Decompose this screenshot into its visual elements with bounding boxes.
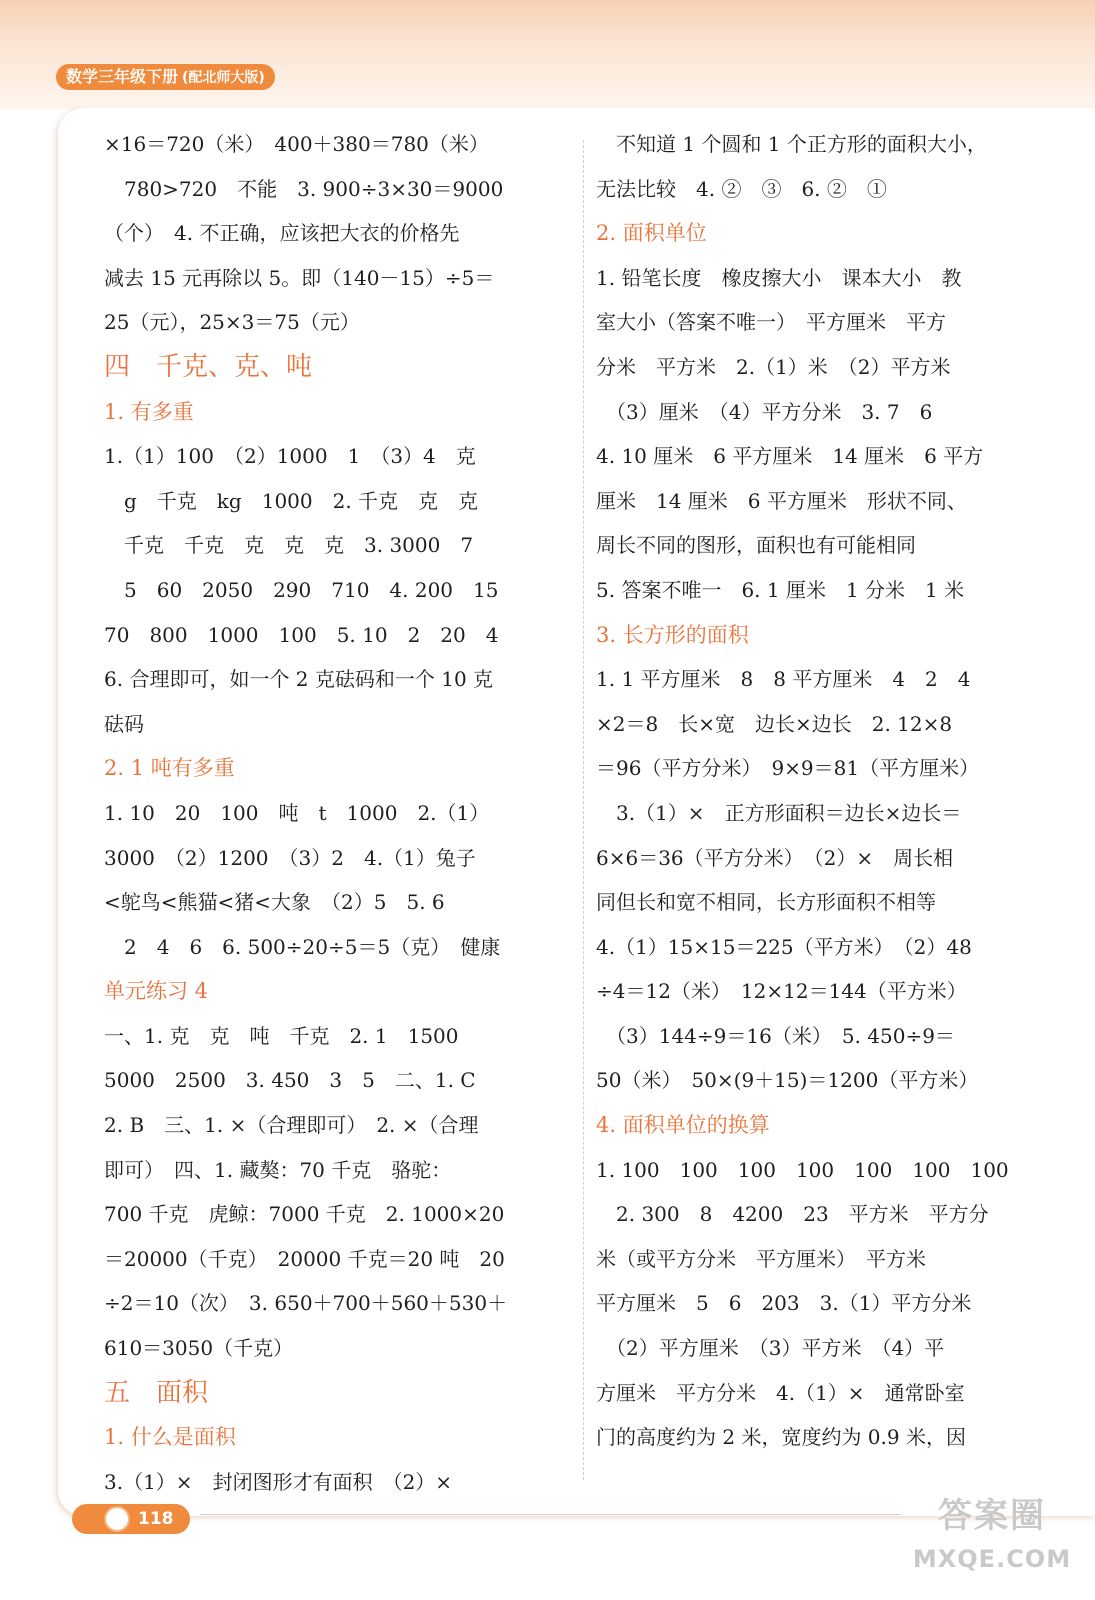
answer-line: （个） 4. 不正确，应该把大衣的价格先 xyxy=(104,221,460,246)
section-heading: 1. 什么是面积 xyxy=(104,1425,236,1450)
answer-line: <鸵鸟<熊猫<猪<大象 （2）5 5. 6 xyxy=(104,890,445,915)
section-heading: 3. 长方形的面积 xyxy=(596,622,749,647)
answer-line: 2. B 三、1. ×（合理即可） 2. ×（合理 xyxy=(104,1113,479,1138)
answer-line: 厘米 14 厘米 6 平方厘米 形状不同、 xyxy=(596,488,967,513)
answer-line: 3.（1）× 封闭图形才有面积 （2）× xyxy=(104,1469,453,1494)
answer-line: 6. 合理即可，如一个 2 克砝码和一个 10 克 xyxy=(104,667,494,692)
answer-line: 米（或平方分米 平方厘米） 平方米 xyxy=(596,1246,926,1271)
answer-line: 25（元），25×3＝75（元） xyxy=(104,310,360,335)
answer-line: 5. 答案不唯一 6. 1 厘米 1 分米 1 米 xyxy=(596,577,965,602)
book-title-badge xyxy=(56,64,275,90)
answer-line: 2. 300 8 4200 23 平方米 平方分 xyxy=(596,1202,989,1227)
answer-line: 即可） 四、1. 藏獒：70 千克 骆驼： xyxy=(104,1157,452,1182)
answer-line: g 千克 kg 1000 2. 千克 克 克 xyxy=(104,488,479,513)
answer-line: （3）144÷9＝16（米） 5. 450÷9＝ xyxy=(596,1023,955,1048)
section-heading: 1. 有多重 xyxy=(104,399,194,424)
answer-line: 1. 1 平方厘米 8 8 平方厘米 4 2 4 xyxy=(596,667,971,692)
answer-line: 平方厘米 5 6 203 3.（1）平方分米 xyxy=(596,1291,972,1316)
answer-line: 50（米） 50×(9＋15)＝1200（平方米） xyxy=(596,1068,979,1093)
answer-line: 1. 100 100 100 100 100 100 100 xyxy=(596,1157,1009,1182)
answer-line: 1.（1）100 （2）1000 1 （3）4 克 xyxy=(104,444,476,469)
answer-line: 1. 铅笔长度 橡皮擦大小 课本大小 教 xyxy=(596,265,962,290)
section-heading: 4. 面积单位的换算 xyxy=(596,1113,770,1138)
answer-line: 减去 15 元再除以 5。即（140－15）÷5＝ xyxy=(104,265,495,290)
answer-line: 4. 10 厘米 6 平方厘米 14 厘米 6 平方 xyxy=(596,444,984,469)
footer-rule xyxy=(200,1514,900,1515)
answer-line: 周长不同的图形，面积也有可能相同 xyxy=(596,533,916,558)
answer-line: ×2＝8 长×宽 边长×边长 2. 12×8 xyxy=(596,711,953,736)
page-circle-icon xyxy=(104,1506,130,1532)
chapter-heading: 四 千克、克、吨 xyxy=(104,351,313,382)
answer-line: 70 800 1000 100 5. 10 2 20 4 xyxy=(104,622,499,647)
answer-line: 分米 平方米 2.（1）米 （2）平方米 xyxy=(596,354,951,379)
answer-line: 610＝3050（千克） xyxy=(104,1336,294,1361)
answer-line: 4.（1）15×15＝225（平方米） （2）48 xyxy=(596,934,972,959)
section-heading: 2. 1 吨有多重 xyxy=(104,756,235,781)
right-column xyxy=(596,122,1036,1460)
answer-line: 780>720 不能 3. 900÷3×30＝9000 xyxy=(104,176,504,201)
watermark-logo: 答案圈 xyxy=(938,1496,1046,1536)
page-footer xyxy=(72,1504,192,1534)
answer-line: 5 60 2050 290 710 4. 200 15 xyxy=(104,577,499,602)
answer-line: 方厘米 平方分米 4.（1）× 通常卧室 xyxy=(596,1380,965,1405)
answer-line: 2 4 6 6. 500÷20÷5＝5（克） 健康 xyxy=(104,934,501,959)
answer-line: 砝码 xyxy=(104,711,144,736)
top-banner xyxy=(0,0,1095,110)
answer-line: ＝20000（千克） 20000 千克＝20 吨 20 xyxy=(104,1246,505,1271)
answer-line: 3000 （2）1200 （3）2 4.（1）兔子 xyxy=(104,845,476,870)
book-edition: (配北师大版) xyxy=(182,70,265,86)
answer-line: ×16＝720（米） 400＋380＝780（米） xyxy=(104,132,489,156)
chapter-heading: 五 面积 xyxy=(104,1377,209,1408)
section-heading: 2. 面积单位 xyxy=(596,221,707,246)
answer-line: （3）厘米 （4）平方分米 3. 7 6 xyxy=(596,399,933,424)
answer-line: 不知道 1 个圆和 1 个正方形的面积大小， xyxy=(596,132,987,156)
answer-line: 1. 10 20 100 吨 t 1000 2.（1） xyxy=(104,800,490,825)
watermark-url: MXQE.COM xyxy=(912,1545,1072,1573)
answer-line: 室大小（答案不唯一） 平方厘米 平方 xyxy=(596,310,946,335)
left-column xyxy=(104,122,544,1504)
column-divider xyxy=(583,140,584,1480)
answer-line: ÷2＝10（次） 3. 650＋700＋560＋530＋ xyxy=(104,1291,508,1316)
answer-line: （2）平方厘米 （3）平方米 （4）平 xyxy=(596,1336,945,1361)
answer-line: 同但长和宽不相同，长方形面积不相等 xyxy=(596,890,936,915)
answer-line: 千克 千克 克 克 克 3. 3000 7 xyxy=(104,533,474,558)
answer-line: ÷4＝12（米） 12×12＝144（平方米） xyxy=(596,979,967,1004)
answer-line: ＝96（平方分米） 9×9＝81（平方厘米） xyxy=(596,756,980,781)
answer-line: 6×6＝36（平方分米） （2）× 周长相 xyxy=(596,845,954,870)
answer-line: 一、1. 克 克 吨 千克 2. 1 1500 xyxy=(104,1023,459,1048)
answer-line: 700 千克 虎鲸：7000 千克 2. 1000×20 xyxy=(104,1202,505,1227)
book-title: 数学三年级下册 xyxy=(66,67,179,86)
watermark xyxy=(902,1488,1082,1592)
answer-line: 无法比较 4. ② ③ 6. ② ① xyxy=(596,176,887,201)
answer-line: 门的高度约为 2 米，宽度约为 0.9 米，因 xyxy=(596,1425,966,1450)
page-number: 118 xyxy=(138,1509,174,1529)
answer-line: 5000 2500 3. 450 3 5 二、1. C xyxy=(104,1068,476,1093)
section-heading: 单元练习 4 xyxy=(104,979,209,1004)
answer-line: 3.（1）× 正方形面积＝边长×边长＝ xyxy=(596,800,962,825)
